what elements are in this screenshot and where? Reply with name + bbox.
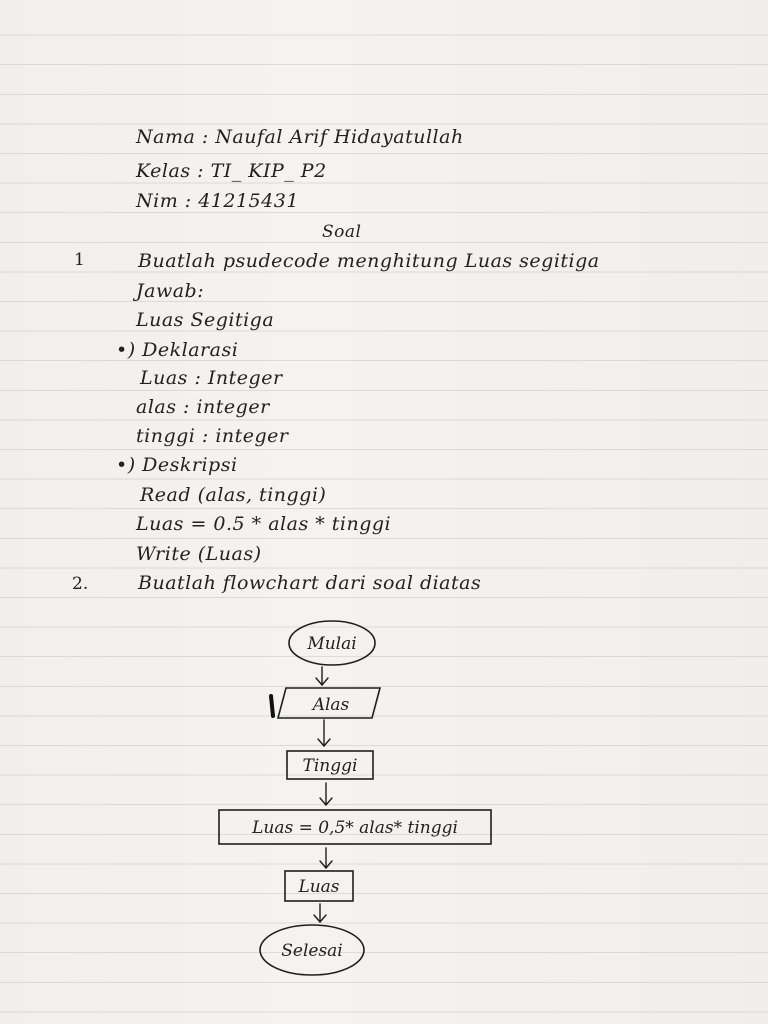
input-alas-label: Alas	[312, 695, 350, 715]
pen-mark	[271, 696, 273, 716]
input-tinggi-label: Tinggi	[302, 756, 358, 776]
question-2-number: 2.	[72, 574, 89, 594]
question-2-text: Buatlah flowchart dari soal diatas	[138, 572, 482, 594]
end-label: Selesai	[281, 941, 343, 961]
student-nim: Nim : 41215431	[136, 190, 299, 212]
flow-arrow	[320, 848, 332, 868]
deskripsi-line: Read (alas, tinggi)	[140, 484, 327, 506]
flow-arrow	[320, 783, 332, 805]
process-label: Luas = 0,5* alas* tinggi	[252, 818, 458, 838]
deklarasi-line: tinggi : integer	[136, 425, 289, 447]
flow-arrow	[316, 667, 328, 685]
student-class: Kelas : TI_ KIP_ P2	[136, 160, 327, 182]
soal-title: Soal	[322, 222, 362, 242]
deskripsi-line: Luas = 0.5 * alas * tinggi	[136, 513, 392, 535]
deskripsi-heading: •) Deskripsi	[116, 454, 238, 476]
answer-title: Luas Segitiga	[136, 309, 275, 331]
deklarasi-line: Luas : Integer	[140, 367, 283, 389]
flow-arrow	[318, 720, 330, 746]
output-luas-label: Luas	[298, 877, 340, 897]
answer-label: Jawab:	[136, 280, 205, 302]
deklarasi-line: alas : integer	[136, 396, 270, 418]
student-name: Nama : Naufal Arif Hidayatullah	[136, 126, 464, 148]
start-label: Mulai	[307, 634, 357, 654]
question-1-text: Buatlah psudecode menghitung Luas segitiga	[138, 250, 600, 272]
deskripsi-line: Write (Luas)	[136, 543, 262, 565]
question-1-number: 1	[74, 250, 85, 270]
flow-arrow	[314, 904, 326, 922]
deklarasi-heading: •) Deklarasi	[116, 339, 239, 361]
